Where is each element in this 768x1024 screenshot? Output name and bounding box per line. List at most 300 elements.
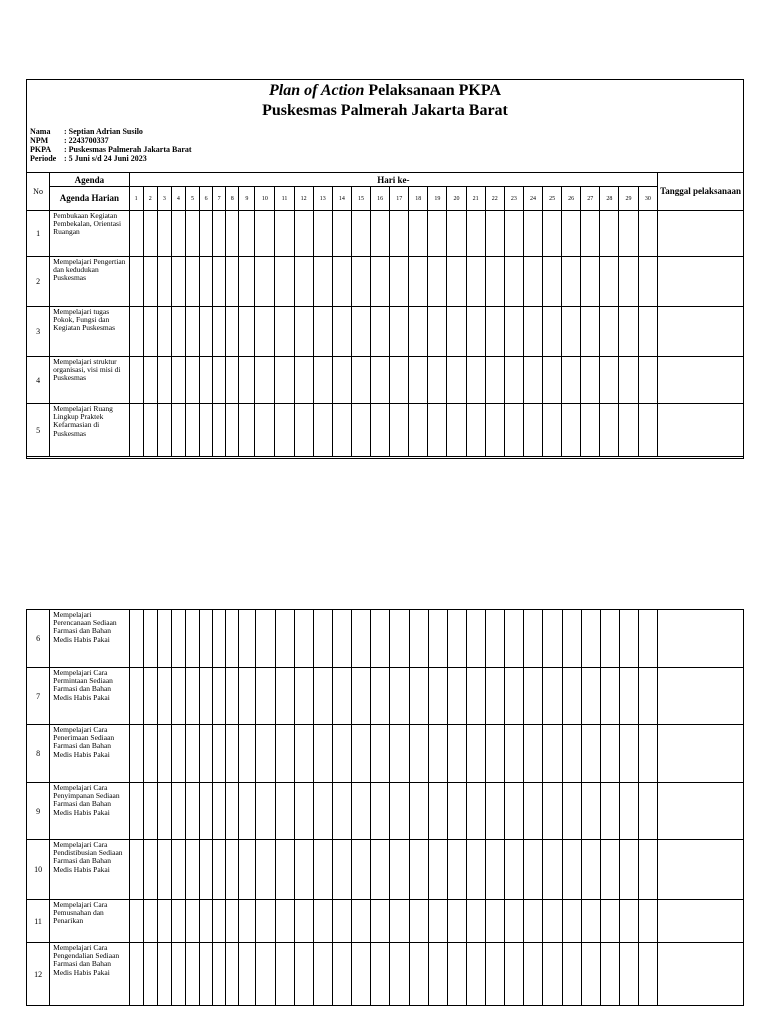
day-cell[interactable] (600, 668, 619, 725)
day-cell[interactable] (129, 357, 143, 404)
day-cell[interactable] (200, 668, 213, 725)
day-cell[interactable] (619, 357, 638, 404)
day-cell[interactable] (275, 668, 294, 725)
day-cell[interactable] (294, 783, 313, 840)
day-cell[interactable] (639, 725, 658, 783)
day-cell[interactable] (200, 307, 213, 357)
day-cell[interactable] (638, 404, 658, 457)
day-cell[interactable] (390, 840, 409, 900)
day-cell[interactable] (600, 725, 619, 783)
day-cell[interactable] (129, 307, 143, 357)
day-cell[interactable] (171, 307, 185, 357)
day-cell[interactable] (213, 610, 226, 668)
day-cell[interactable] (226, 357, 239, 404)
day-cell[interactable] (226, 307, 239, 357)
day-cell[interactable] (255, 840, 275, 900)
day-cell[interactable] (200, 610, 213, 668)
day-cell[interactable] (486, 668, 505, 725)
day-cell[interactable] (600, 404, 619, 457)
day-cell[interactable] (409, 357, 428, 404)
day-cell[interactable] (371, 610, 390, 668)
day-cell[interactable] (143, 307, 157, 357)
day-cell[interactable] (213, 900, 226, 943)
day-cell[interactable] (333, 725, 352, 783)
tanggal-cell[interactable] (658, 404, 744, 457)
day-cell[interactable] (143, 211, 157, 257)
day-cell[interactable] (171, 783, 185, 840)
day-cell[interactable] (294, 725, 313, 783)
day-cell[interactable] (466, 257, 485, 307)
day-cell[interactable] (409, 610, 428, 668)
day-cell[interactable] (600, 610, 619, 668)
day-cell[interactable] (351, 404, 370, 457)
day-cell[interactable] (409, 840, 428, 900)
day-cell[interactable] (275, 357, 294, 404)
day-cell[interactable] (129, 783, 143, 840)
day-cell[interactable] (333, 668, 352, 725)
day-cell[interactable] (200, 725, 213, 783)
day-cell[interactable] (226, 840, 239, 900)
day-cell[interactable] (255, 900, 275, 943)
day-cell[interactable] (447, 257, 466, 307)
day-cell[interactable] (504, 357, 523, 404)
day-cell[interactable] (171, 725, 185, 783)
day-cell[interactable] (581, 610, 600, 668)
day-cell[interactable] (639, 840, 658, 900)
day-cell[interactable] (485, 404, 504, 457)
day-cell[interactable] (313, 900, 332, 943)
day-cell[interactable] (226, 668, 239, 725)
day-cell[interactable] (313, 211, 332, 257)
day-cell[interactable] (332, 357, 351, 404)
day-cell[interactable] (352, 725, 371, 783)
day-cell[interactable] (447, 357, 466, 404)
day-cell[interactable] (447, 610, 466, 668)
day-cell[interactable] (619, 211, 638, 257)
day-cell[interactable] (581, 783, 600, 840)
day-cell[interactable] (485, 357, 504, 404)
day-cell[interactable] (294, 610, 313, 668)
day-cell[interactable] (200, 840, 213, 900)
day-cell[interactable] (294, 357, 313, 404)
day-cell[interactable] (505, 943, 524, 1006)
day-cell[interactable] (275, 211, 294, 257)
day-cell[interactable] (562, 610, 581, 668)
day-cell[interactable] (351, 307, 370, 357)
day-cell[interactable] (213, 725, 226, 783)
day-cell[interactable] (523, 307, 542, 357)
day-cell[interactable] (239, 943, 255, 1006)
day-cell[interactable] (171, 211, 185, 257)
day-cell[interactable] (409, 307, 428, 357)
day-cell[interactable] (543, 900, 562, 943)
day-cell[interactable] (639, 900, 658, 943)
day-cell[interactable] (390, 900, 409, 943)
day-cell[interactable] (186, 783, 200, 840)
day-cell[interactable] (466, 357, 485, 404)
day-cell[interactable] (213, 257, 226, 307)
day-cell[interactable] (524, 610, 543, 668)
day-cell[interactable] (157, 668, 171, 725)
day-cell[interactable] (129, 725, 143, 783)
day-cell[interactable] (313, 307, 332, 357)
day-cell[interactable] (332, 307, 351, 357)
day-cell[interactable] (294, 840, 313, 900)
day-cell[interactable] (600, 840, 619, 900)
tanggal-cell[interactable] (658, 725, 744, 783)
day-cell[interactable] (157, 610, 171, 668)
day-cell[interactable] (619, 307, 638, 357)
day-cell[interactable] (213, 211, 226, 257)
day-cell[interactable] (351, 211, 370, 257)
day-cell[interactable] (524, 783, 543, 840)
day-cell[interactable] (543, 307, 562, 357)
day-cell[interactable] (562, 900, 581, 943)
day-cell[interactable] (543, 783, 562, 840)
day-cell[interactable] (371, 668, 390, 725)
day-cell[interactable] (523, 211, 542, 257)
day-cell[interactable] (371, 211, 390, 257)
day-cell[interactable] (523, 357, 542, 404)
day-cell[interactable] (143, 943, 157, 1006)
day-cell[interactable] (352, 943, 371, 1006)
day-cell[interactable] (213, 404, 226, 457)
day-cell[interactable] (428, 783, 447, 840)
day-cell[interactable] (255, 211, 275, 257)
day-cell[interactable] (171, 357, 185, 404)
day-cell[interactable] (313, 725, 332, 783)
day-cell[interactable] (294, 900, 313, 943)
day-cell[interactable] (333, 610, 352, 668)
day-cell[interactable] (239, 783, 255, 840)
day-cell[interactable] (213, 783, 226, 840)
day-cell[interactable] (581, 307, 600, 357)
day-cell[interactable] (409, 404, 428, 457)
day-cell[interactable] (486, 943, 505, 1006)
day-cell[interactable] (333, 840, 352, 900)
day-cell[interactable] (562, 725, 581, 783)
day-cell[interactable] (157, 404, 171, 457)
day-cell[interactable] (275, 783, 294, 840)
day-cell[interactable] (543, 257, 562, 307)
day-cell[interactable] (600, 307, 619, 357)
day-cell[interactable] (275, 610, 294, 668)
day-cell[interactable] (524, 900, 543, 943)
day-cell[interactable] (562, 211, 581, 257)
day-cell[interactable] (171, 610, 185, 668)
day-cell[interactable] (213, 840, 226, 900)
tanggal-cell[interactable] (658, 943, 744, 1006)
day-cell[interactable] (504, 404, 523, 457)
day-cell[interactable] (486, 840, 505, 900)
day-cell[interactable] (171, 668, 185, 725)
day-cell[interactable] (239, 840, 255, 900)
day-cell[interactable] (619, 610, 638, 668)
day-cell[interactable] (226, 404, 239, 457)
tanggal-cell[interactable] (658, 840, 744, 900)
day-cell[interactable] (143, 725, 157, 783)
day-cell[interactable] (200, 257, 213, 307)
day-cell[interactable] (447, 725, 466, 783)
day-cell[interactable] (332, 257, 351, 307)
day-cell[interactable] (466, 307, 485, 357)
day-cell[interactable] (129, 668, 143, 725)
day-cell[interactable] (390, 783, 409, 840)
day-cell[interactable] (239, 610, 255, 668)
day-cell[interactable] (524, 840, 543, 900)
day-cell[interactable] (486, 610, 505, 668)
day-cell[interactable] (185, 211, 199, 257)
day-cell[interactable] (352, 900, 371, 943)
day-cell[interactable] (428, 668, 447, 725)
day-cell[interactable] (486, 783, 505, 840)
day-cell[interactable] (226, 900, 239, 943)
day-cell[interactable] (619, 840, 638, 900)
day-cell[interactable] (351, 257, 370, 307)
day-cell[interactable] (447, 900, 466, 943)
day-cell[interactable] (390, 257, 409, 307)
day-cell[interactable] (600, 357, 619, 404)
day-cell[interactable] (200, 357, 213, 404)
day-cell[interactable] (447, 943, 466, 1006)
day-cell[interactable] (600, 900, 619, 943)
day-cell[interactable] (619, 783, 638, 840)
day-cell[interactable] (255, 943, 275, 1006)
day-cell[interactable] (562, 357, 581, 404)
day-cell[interactable] (428, 307, 447, 357)
day-cell[interactable] (619, 257, 638, 307)
day-cell[interactable] (294, 211, 313, 257)
day-cell[interactable] (466, 900, 485, 943)
day-cell[interactable] (466, 211, 485, 257)
day-cell[interactable] (255, 610, 275, 668)
day-cell[interactable] (332, 211, 351, 257)
day-cell[interactable] (371, 943, 390, 1006)
day-cell[interactable] (157, 307, 171, 357)
day-cell[interactable] (294, 257, 313, 307)
day-cell[interactable] (200, 900, 213, 943)
day-cell[interactable] (447, 840, 466, 900)
day-cell[interactable] (581, 943, 600, 1006)
day-cell[interactable] (143, 668, 157, 725)
day-cell[interactable] (504, 307, 523, 357)
day-cell[interactable] (129, 211, 143, 257)
day-cell[interactable] (313, 404, 332, 457)
day-cell[interactable] (352, 840, 371, 900)
tanggal-cell[interactable] (658, 257, 744, 307)
day-cell[interactable] (200, 943, 213, 1006)
day-cell[interactable] (185, 257, 199, 307)
day-cell[interactable] (466, 783, 485, 840)
day-cell[interactable] (390, 668, 409, 725)
day-cell[interactable] (313, 668, 332, 725)
day-cell[interactable] (543, 725, 562, 783)
day-cell[interactable] (313, 943, 332, 1006)
day-cell[interactable] (409, 257, 428, 307)
day-cell[interactable] (504, 257, 523, 307)
day-cell[interactable] (275, 900, 294, 943)
day-cell[interactable] (171, 257, 185, 307)
day-cell[interactable] (255, 404, 275, 457)
day-cell[interactable] (543, 668, 562, 725)
day-cell[interactable] (638, 257, 658, 307)
day-cell[interactable] (129, 257, 143, 307)
day-cell[interactable] (239, 725, 255, 783)
day-cell[interactable] (619, 900, 638, 943)
day-cell[interactable] (409, 211, 428, 257)
day-cell[interactable] (639, 668, 658, 725)
day-cell[interactable] (129, 610, 143, 668)
day-cell[interactable] (157, 257, 171, 307)
day-cell[interactable] (186, 943, 200, 1006)
tanggal-cell[interactable] (658, 357, 744, 404)
day-cell[interactable] (371, 257, 390, 307)
day-cell[interactable] (581, 668, 600, 725)
day-cell[interactable] (428, 357, 447, 404)
day-cell[interactable] (466, 725, 485, 783)
day-cell[interactable] (275, 307, 294, 357)
day-cell[interactable] (543, 211, 562, 257)
day-cell[interactable] (505, 900, 524, 943)
day-cell[interactable] (447, 211, 466, 257)
day-cell[interactable] (639, 943, 658, 1006)
day-cell[interactable] (562, 668, 581, 725)
day-cell[interactable] (638, 211, 658, 257)
day-cell[interactable] (524, 668, 543, 725)
day-cell[interactable] (619, 943, 638, 1006)
day-cell[interactable] (619, 668, 638, 725)
day-cell[interactable] (428, 610, 447, 668)
day-cell[interactable] (275, 840, 294, 900)
day-cell[interactable] (581, 257, 600, 307)
day-cell[interactable] (409, 668, 428, 725)
day-cell[interactable] (409, 900, 428, 943)
day-cell[interactable] (581, 840, 600, 900)
day-cell[interactable] (466, 668, 485, 725)
day-cell[interactable] (226, 211, 239, 257)
day-cell[interactable] (313, 257, 332, 307)
day-cell[interactable] (562, 257, 581, 307)
day-cell[interactable] (200, 783, 213, 840)
day-cell[interactable] (486, 900, 505, 943)
day-cell[interactable] (523, 257, 542, 307)
day-cell[interactable] (352, 783, 371, 840)
day-cell[interactable] (581, 725, 600, 783)
day-cell[interactable] (239, 357, 255, 404)
day-cell[interactable] (255, 668, 275, 725)
day-cell[interactable] (409, 783, 428, 840)
day-cell[interactable] (428, 257, 447, 307)
day-cell[interactable] (200, 211, 213, 257)
day-cell[interactable] (239, 900, 255, 943)
day-cell[interactable] (255, 357, 275, 404)
day-cell[interactable] (171, 840, 185, 900)
day-cell[interactable] (409, 943, 428, 1006)
day-cell[interactable] (485, 307, 504, 357)
day-cell[interactable] (200, 404, 213, 457)
day-cell[interactable] (581, 357, 600, 404)
day-cell[interactable] (504, 211, 523, 257)
day-cell[interactable] (313, 610, 332, 668)
day-cell[interactable] (157, 900, 171, 943)
day-cell[interactable] (129, 900, 143, 943)
day-cell[interactable] (294, 404, 313, 457)
day-cell[interactable] (600, 943, 619, 1006)
day-cell[interactable] (275, 257, 294, 307)
day-cell[interactable] (275, 404, 294, 457)
day-cell[interactable] (226, 725, 239, 783)
day-cell[interactable] (313, 840, 332, 900)
day-cell[interactable] (371, 404, 390, 457)
day-cell[interactable] (185, 357, 199, 404)
day-cell[interactable] (543, 357, 562, 404)
day-cell[interactable] (371, 307, 390, 357)
day-cell[interactable] (313, 783, 332, 840)
day-cell[interactable] (239, 404, 255, 457)
day-cell[interactable] (157, 840, 171, 900)
day-cell[interactable] (543, 840, 562, 900)
day-cell[interactable] (333, 900, 352, 943)
day-cell[interactable] (143, 900, 157, 943)
day-cell[interactable] (371, 840, 390, 900)
day-cell[interactable] (639, 783, 658, 840)
day-cell[interactable] (143, 840, 157, 900)
day-cell[interactable] (294, 307, 313, 357)
day-cell[interactable] (239, 668, 255, 725)
day-cell[interactable] (333, 783, 352, 840)
day-cell[interactable] (447, 307, 466, 357)
day-cell[interactable] (171, 900, 185, 943)
day-cell[interactable] (466, 610, 485, 668)
day-cell[interactable] (390, 307, 409, 357)
day-cell[interactable] (239, 257, 255, 307)
day-cell[interactable] (351, 357, 370, 404)
day-cell[interactable] (255, 257, 275, 307)
day-cell[interactable] (505, 668, 524, 725)
day-cell[interactable] (409, 725, 428, 783)
day-cell[interactable] (171, 943, 185, 1006)
day-cell[interactable] (638, 357, 658, 404)
day-cell[interactable] (428, 211, 447, 257)
day-cell[interactable] (485, 211, 504, 257)
day-cell[interactable] (275, 725, 294, 783)
tanggal-cell[interactable] (658, 211, 744, 257)
day-cell[interactable] (390, 943, 409, 1006)
day-cell[interactable] (157, 783, 171, 840)
day-cell[interactable] (226, 783, 239, 840)
day-cell[interactable] (186, 668, 200, 725)
day-cell[interactable] (226, 257, 239, 307)
day-cell[interactable] (466, 840, 485, 900)
day-cell[interactable] (638, 307, 658, 357)
tanggal-cell[interactable] (658, 610, 744, 668)
day-cell[interactable] (428, 943, 447, 1006)
day-cell[interactable] (185, 404, 199, 457)
day-cell[interactable] (255, 725, 275, 783)
day-cell[interactable] (352, 610, 371, 668)
day-cell[interactable] (213, 307, 226, 357)
day-cell[interactable] (143, 404, 157, 457)
day-cell[interactable] (371, 900, 390, 943)
day-cell[interactable] (129, 943, 143, 1006)
day-cell[interactable] (447, 404, 466, 457)
day-cell[interactable] (562, 307, 581, 357)
day-cell[interactable] (143, 783, 157, 840)
day-cell[interactable] (600, 783, 619, 840)
day-cell[interactable] (390, 357, 409, 404)
day-cell[interactable] (213, 357, 226, 404)
day-cell[interactable] (428, 725, 447, 783)
